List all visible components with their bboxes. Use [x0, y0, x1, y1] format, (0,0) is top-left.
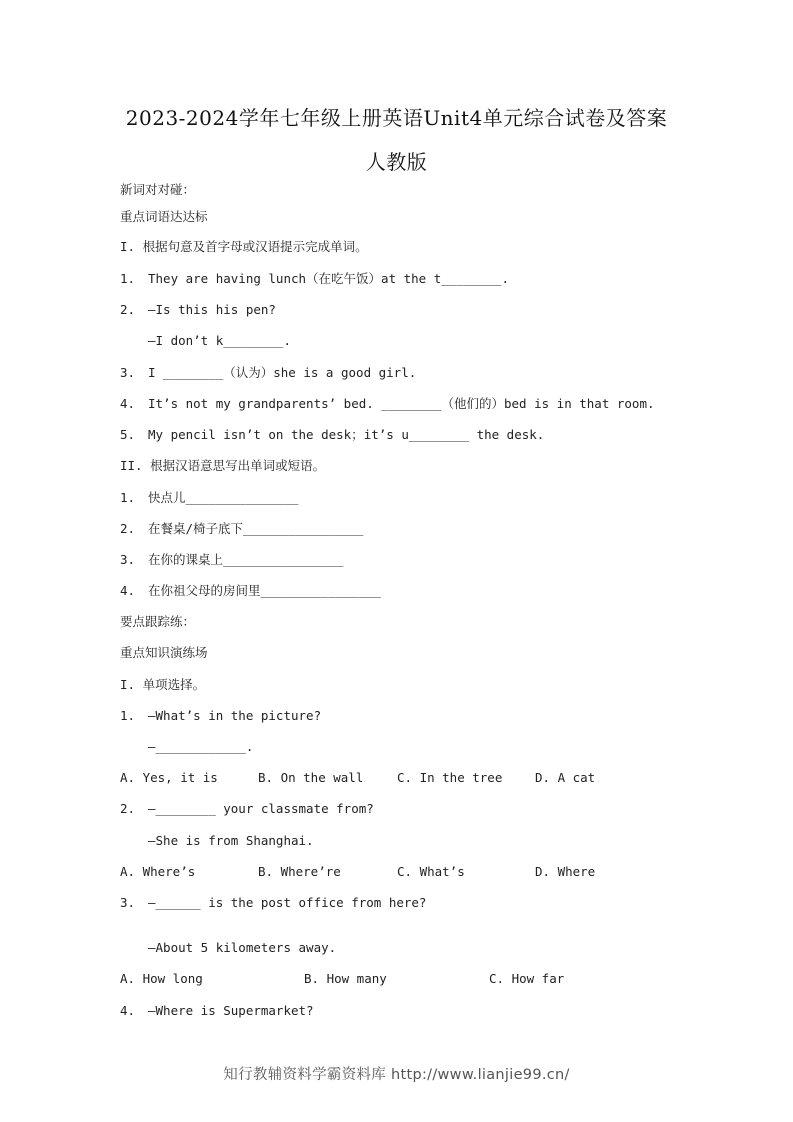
part1-question-3 — [120, 365, 416, 381]
question-number: 5. — [120, 427, 136, 442]
part2-heading: II. 根据汉语意思写出单词或短语。 — [120, 458, 326, 473]
part1-question-5 — [120, 427, 544, 443]
vocab-heading: 新词对对碰： — [120, 182, 196, 197]
mc-q1-option-b: B. On the wall — [258, 770, 364, 785]
mc-q1-option-d: D. A cat — [535, 770, 596, 785]
question-text: —Is this his pen? — [148, 302, 276, 317]
footer-watermark: 知行教辅资料学霸资料库 http://www.lianjie99.cn/ — [223, 1067, 570, 1083]
part2-question-4 — [120, 583, 381, 599]
question-text: My pencil isn’t on the desk；it’s u________ the desk. — [148, 427, 545, 442]
question-number: 2. — [120, 302, 136, 317]
part2-question-2 — [120, 521, 363, 537]
question-text: —Where is Supermarket? — [148, 1003, 314, 1018]
mc-q1-option-a: A. Yes, it is — [120, 770, 218, 785]
mc-question-3-reply: —About 5 kilometers away. — [148, 940, 337, 955]
mc-question-4 — [120, 1003, 314, 1019]
mc-heading: I. 单项选择。 — [120, 677, 206, 692]
part1-question-1 — [120, 271, 509, 287]
mc-q3-option-a: A. How long — [120, 971, 203, 986]
question-text: It’s not my grandparents’ bed. ________（他们的）bed is in that room. — [148, 396, 655, 411]
question-text: I ________（认为）she is a good girl. — [148, 365, 417, 380]
question-text: 快点儿_______________ — [148, 490, 299, 505]
mc-q2-option-c: C. What’s — [397, 864, 465, 879]
question-text: —______ is the post office from here? — [148, 895, 427, 910]
mc-question-2-reply: —She is from Shanghai. — [148, 833, 314, 848]
question-text: 在你祖父母的房间里________________ — [148, 583, 381, 598]
part2-question-1 — [120, 490, 298, 506]
question-number: 3. — [120, 365, 136, 380]
document-subtitle: 人教版 — [365, 150, 428, 174]
question-text: 在你的课桌上________________ — [148, 552, 344, 567]
part1-question-4 — [120, 396, 655, 412]
question-number: 1. — [120, 708, 136, 723]
question-number: 2. — [120, 521, 136, 536]
question-text: They are having lunch（在吃午饭）at the t________. — [148, 271, 509, 286]
mc-q2-option-a: A. Where’s — [120, 864, 196, 879]
part1-heading: I. 根据句意及首字母或汉语提示完成单词。 — [120, 239, 368, 254]
mc-q3-option-c: C. How far — [489, 971, 565, 986]
mc-question-1 — [120, 708, 321, 724]
question-number: 4. — [120, 396, 136, 411]
part1-question-2-reply: —I don’t k________. — [148, 333, 291, 348]
mc-question-1-reply: —____________. — [148, 739, 254, 754]
question-number: 3. — [120, 895, 136, 910]
mc-question-2 — [120, 801, 374, 817]
mc-q1-option-c: C. In the tree — [397, 770, 503, 785]
question-text: —________ your classmate from? — [148, 801, 374, 816]
part2-question-3 — [120, 552, 343, 568]
mc-question-3 — [120, 895, 426, 911]
question-number: 4. — [120, 583, 136, 598]
mc-q2-option-d: D. Where — [535, 864, 596, 879]
question-number: 4. — [120, 1003, 136, 1018]
question-number: 1. — [120, 490, 136, 505]
question-text: —What’s in the picture? — [148, 708, 322, 723]
question-number: 3. — [120, 552, 136, 567]
practice-heading: 要点跟踪练： — [120, 614, 196, 629]
mc-q2-option-b: B. Where’re — [258, 864, 341, 879]
key-words-heading: 重点词语达达标 — [120, 209, 208, 224]
document-title: 2023-2024学年七年级上册英语Unit4单元综合试卷及答案 — [125, 106, 668, 130]
question-number: 1. — [120, 271, 136, 286]
part1-question-2 — [120, 302, 276, 318]
knowledge-heading: 重点知识演练场 — [120, 645, 208, 660]
question-number: 2. — [120, 801, 136, 816]
question-text: 在餐桌/椅子底下________________ — [148, 521, 364, 536]
mc-q3-option-b: B. How many — [304, 971, 387, 986]
